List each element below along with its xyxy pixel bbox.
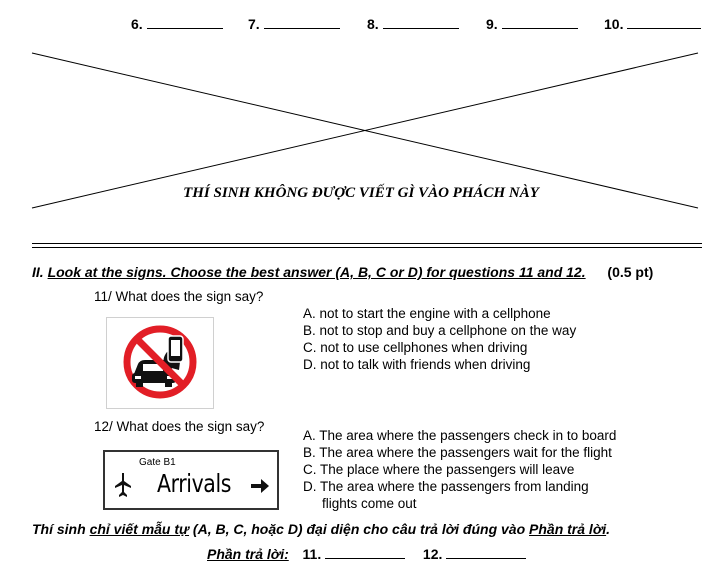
section-heading bbox=[32, 264, 653, 280]
instruction-target: Phần trả lời bbox=[529, 521, 607, 537]
no-phone-driving-sign bbox=[106, 317, 214, 409]
blank-label: 7. bbox=[248, 16, 260, 32]
instruction-pre: Thí sinh bbox=[32, 521, 90, 537]
option-11-b[interactable]: B. not to stop and buy a cellphone on the way bbox=[303, 323, 577, 338]
section-instruction: Look at the signs. Choose the best answer (A, B, C or D) for questions 11 and 12. bbox=[47, 264, 586, 280]
airplane-icon bbox=[114, 472, 132, 498]
blank-9[interactable] bbox=[486, 14, 578, 32]
answer-blanks-row bbox=[0, 14, 722, 36]
instruction-end: . bbox=[606, 521, 611, 537]
section-points: (0.5 pt) bbox=[607, 264, 654, 280]
blank-label: 10. bbox=[604, 16, 624, 32]
option-11-c[interactable]: C. not to use cellphones when driving bbox=[303, 340, 528, 355]
answer-line bbox=[207, 545, 526, 562]
answer-line-label: Phần trả lời: bbox=[207, 546, 289, 562]
answer-12-label: 12. bbox=[422, 546, 443, 562]
option-11-d[interactable]: D. not to talk with friends when driving bbox=[303, 357, 531, 372]
answer-11-label: 11. bbox=[302, 546, 322, 562]
arrivals-label: Arrivals bbox=[157, 469, 232, 498]
option-12-d-continued: flights come out bbox=[322, 496, 417, 511]
instruction-mid: (A, B, C, hoặc D) đại diện cho câu trả lời đúng vào bbox=[189, 521, 530, 537]
blank-6[interactable] bbox=[131, 14, 223, 32]
do-not-write-notice: THÍ SINH KHÔNG ĐƯỢC VIẾT GÌ VÀO PHÁCH NÀY bbox=[183, 185, 539, 201]
section-number: II. bbox=[32, 264, 44, 280]
blank-label: 6. bbox=[131, 16, 143, 32]
option-12-a[interactable]: A. The area where the passengers check in to board bbox=[303, 428, 617, 443]
option-12-d[interactable]: D. The area where the passengers from landing bbox=[303, 479, 589, 494]
question-12-options bbox=[303, 427, 616, 512]
question-11-options bbox=[303, 305, 576, 373]
answer-12[interactable] bbox=[423, 546, 526, 562]
option-11-a[interactable]: A. not to start the engine with a cellphone bbox=[303, 306, 551, 321]
blank-10[interactable] bbox=[604, 14, 701, 32]
blank-7[interactable] bbox=[248, 14, 340, 32]
option-12-b[interactable]: B. The area where the passengers wait for the flight bbox=[303, 445, 612, 460]
gate-label: Gate B1 bbox=[139, 457, 176, 468]
instruction-underlined: chỉ viết mẫu tự bbox=[89, 521, 190, 537]
arrow-right-icon bbox=[250, 478, 270, 494]
arrivals-sign bbox=[103, 450, 279, 510]
answer-11[interactable] bbox=[303, 546, 406, 562]
answer-instruction bbox=[32, 521, 610, 537]
question-11-prompt: 11/ What does the sign say? bbox=[94, 289, 264, 304]
question-12-prompt: 12/ What does the sign say? bbox=[94, 419, 265, 434]
option-12-c[interactable]: C. The place where the passengers will leave bbox=[303, 462, 575, 477]
phone-driving-prohibited-icon bbox=[107, 318, 213, 408]
blank-label: 8. bbox=[367, 16, 379, 32]
double-divider bbox=[32, 243, 702, 248]
blank-label: 9. bbox=[486, 16, 498, 32]
blank-8[interactable] bbox=[367, 14, 459, 32]
